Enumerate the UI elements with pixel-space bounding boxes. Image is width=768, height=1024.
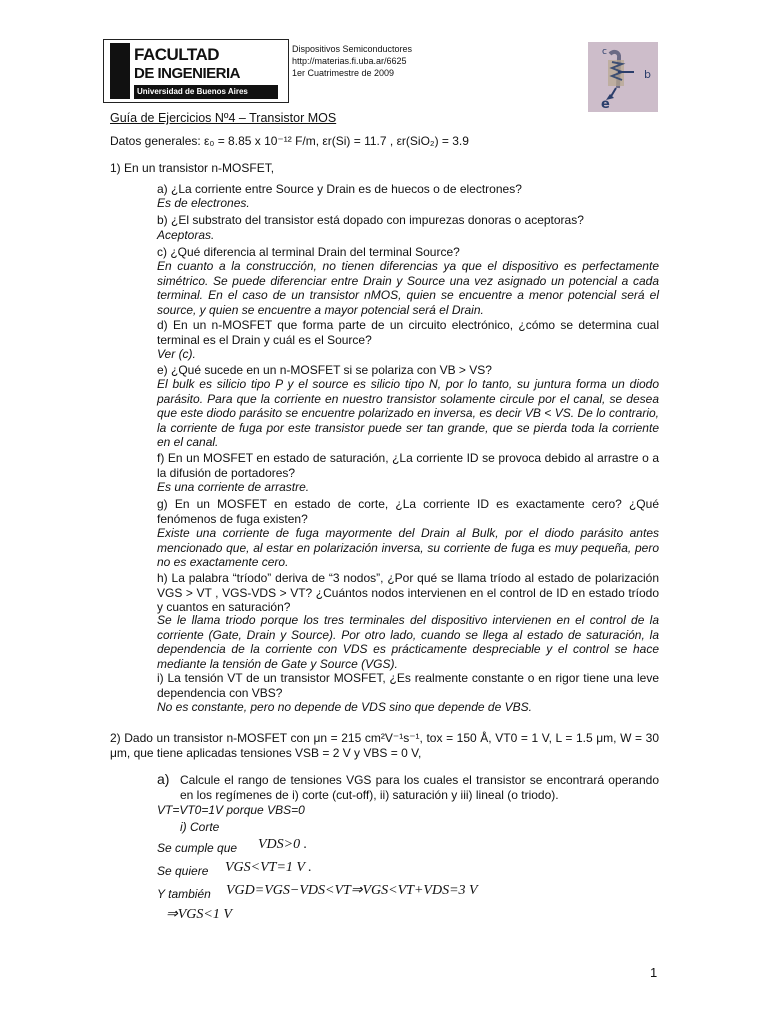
logo-line3: Universidad de Buenos Aires	[134, 85, 278, 99]
cumple-label: Se cumple que	[157, 841, 238, 855]
ex1-question-h: h) La palabra “tríodo” deriva de “3 nodos”, ¿Por qué se llama tríodo al estado de polarización VGS > VT , VGS-VDS > VT? ¿Cuántos nodos intervienen en el control de ID en estado tríodo y cuantos en saturación?	[157, 571, 659, 614]
logo-line2: DE INGENIERIA	[134, 65, 241, 82]
ex1-question-e: e) ¿Qué sucede en un n-MOSFET si se polariza con VB > VS?	[157, 363, 492, 377]
faculty-logo	[103, 39, 289, 103]
page-title: Guía de Ejercicios Nº4 – Transistor MOS	[110, 111, 337, 125]
ex1-question-c: c) ¿Qué diferencia al terminal Drain del terminal Source?	[157, 245, 460, 259]
ex1-question-a: a) ¿La corriente entre Source y Drain es de huecos o de electrones?	[157, 182, 522, 196]
course-name: Dispositivos Semiconductores	[292, 44, 413, 54]
course-url: http://materias.fi.uba.ar/6625	[292, 56, 407, 66]
quiere-equation: VGS<VT=1 V .	[225, 860, 312, 875]
faculty-emblem-icon	[110, 43, 130, 99]
ex1-answer-e: El bulk es silicio tipo P y el source es silicio tipo N, por lo tanto, su juntura forma un diodo parásito. Para que la corriente en nuestro transistor solamente circule por el canal, se desea que este diodo parásito se encuentre polarizado en inversa, es decir VB < VS. De lo contrario, la corriente de fuga por este transistor puede ser tan grande, que se pierda toda la corriente en el canal.	[157, 377, 659, 449]
ex1-answer-d: Ver (c).	[157, 347, 196, 361]
ex1-question-d: d) En un n-MOSFET que forma parte de un circuito electrónico, ¿cómo se determina cual terminal es el Drain y cuál es el Source?	[157, 318, 659, 347]
ex1-answer-f: Es una corriente de arrastre.	[157, 480, 310, 494]
logo-line1: FACULTAD	[134, 45, 220, 64]
cumple-equation: VDS>0 .	[258, 837, 308, 852]
course-term: 1er Cuatrimestre de 2009	[292, 68, 395, 78]
tambien-equation: VGD=VGS−VDS<VT⇒VGS<VT+VDS=3 V	[226, 883, 478, 898]
ex1-question-f: f) En un MOSFET en estado de saturación, ¿La corriente ID se provoca debido al arrastre o a la difusión de portadores?	[157, 451, 659, 480]
ex2-sub-i: i) Corte	[180, 820, 220, 834]
ex2-question-a: Calcule el rango de tensiones VGS para los cuales el transistor se encontrará operando en los regímenes de i) corte (cut-off), ii) saturación y iii) lineal (o triodo).	[180, 773, 659, 802]
photo-label-e: e	[601, 97, 610, 112]
page-number: 1	[650, 965, 658, 980]
ex2-part-a-label: a)	[157, 771, 170, 787]
photo-label-b: b	[644, 68, 651, 81]
document-header	[292, 43, 412, 79]
ex1-question-g: g) En un MOSFET en estado de corte, ¿La corriente ID es exactamente cero? ¿Qué fenómenos de fuga existen?	[157, 497, 659, 526]
result-equation: ⇒VGS<1 V	[166, 907, 232, 922]
ex1-heading: 1) En un transistor n-MOSFET,	[110, 161, 275, 175]
quiere-label: Se quiere	[157, 864, 209, 878]
ex1-answer-i: No es constante, pero no depende de VDS sino que depende de VBS.	[157, 700, 532, 714]
ex2-vt-note: VT=VT0=1V porque VBS=0	[157, 803, 305, 817]
ex1-answer-b: Aceptoras.	[157, 228, 215, 242]
tambien-label: Y también	[157, 887, 211, 901]
ex1-answer-h: Se le llama triodo porque los tres terminales del dispositivo intervienen en el control de la corriente (Gate, Drain y Source). Por otro lado, cuando se llega al estado de saturación, la dependencia de la corriente con VDS es prácticamente despreciable y el control se hace mediante la tensión de Gate y Source (VGS).	[157, 613, 659, 671]
ex1-answer-c: En cuanto a la construcción, no tienen diferencias ya que el dispositivo es perfectamente simétrico. Se puede diferenciar entre Drain y Source una vez asignado un potencial a cada terminal. En el caso de un transistor nMOS, quien se encuentre a menor potencial será el source, y quien se encuentre a mayor potencial será el Drain.	[157, 259, 659, 317]
general-data: Datos generales: ε₀ = 8.85 x 10⁻¹² F/m, εr(Si) = 11.7 , εr(SiO₂) = 3.9	[110, 134, 469, 148]
ex2-heading: 2) Dado un transistor n-MOSFET con μn = 215 cm²V⁻¹s⁻¹, tox = 150 Å, VT0 = 1 V, L = 1.5 μm, W = 30 μm, que tiene aplicadas tensiones VSB = 2 V y VBS = 0 V,	[110, 731, 659, 760]
ex1-answer-g: Existe una corriente de fuga mayormente del Drain al Bulk, por el diodo parásito antes mencionado que, al estar en polarización inversa, su corriente de fuga es muy pequeña, pero no es exactamente cero.	[157, 526, 659, 569]
ex1-question-b: b) ¿El substrato del transistor está dopado con impurezas donoras o aceptoras?	[157, 213, 584, 227]
ex1-question-i: i) La tensión VT de un transistor MOSFET, ¿Es realmente constante o en rigor tiene una leve dependencia con VBS?	[157, 671, 659, 700]
transistor-sketch-photo	[588, 42, 658, 112]
photo-label-c: c	[602, 47, 607, 57]
ex1-answer-a: Es de electrones.	[157, 196, 250, 210]
